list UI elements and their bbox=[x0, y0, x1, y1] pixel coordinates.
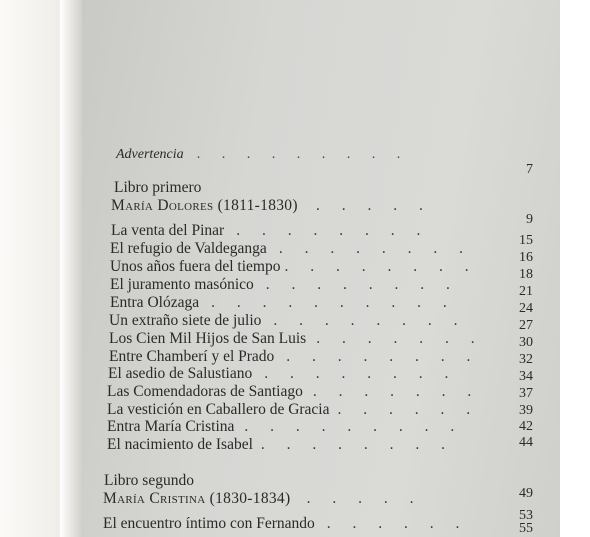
toc-entry-title: Los Cien Mil Hijos de San Luis bbox=[109, 330, 307, 347]
toc-page-number: 49 bbox=[519, 486, 533, 501]
toc-entry-title: Advertencia bbox=[116, 147, 184, 162]
toc-leader-dots: . . . . . bbox=[316, 197, 432, 214]
toc-entry-title: Entra Olózaga bbox=[110, 294, 200, 311]
toc-leader-dots: . . . . . . . . bbox=[286, 348, 480, 365]
toc-page-number: 30 bbox=[519, 335, 533, 350]
toc-entry-title: La venta del Pinar bbox=[111, 222, 225, 239]
toc-entry-title: El juramento masónico bbox=[110, 276, 254, 293]
book-label: Libro primero bbox=[114, 179, 202, 196]
toc-page-number: 16 bbox=[519, 250, 533, 265]
toc-leader-dots: . . . . . . . . . bbox=[197, 147, 410, 162]
toc-entry-title: El nacimiento de Isabel bbox=[107, 436, 253, 453]
toc-page-number: 34 bbox=[519, 369, 533, 384]
toc-page-number: 39 bbox=[519, 403, 533, 418]
toc-leader-dots: . . . . . . . . . bbox=[244, 418, 464, 435]
toc-leader-dots: . . . . . . . bbox=[312, 383, 481, 400]
toc-leader-dots: . . . . . . . . bbox=[265, 276, 459, 293]
right-margin bbox=[560, 0, 590, 537]
toc-page-number: 42 bbox=[519, 419, 533, 434]
toc-page-number: 21 bbox=[519, 284, 533, 299]
toc-page-number: 32 bbox=[519, 352, 533, 367]
book-label: Libro segundo bbox=[104, 472, 194, 489]
toc-leader-dots: . . . . . . bbox=[337, 401, 480, 418]
toc-entry-title: Un extraño siete de julio bbox=[109, 312, 262, 329]
toc-entry-title: El asedio de Salustiano bbox=[108, 365, 253, 382]
toc-leader-dots: . . . . . . . bbox=[316, 330, 484, 347]
toc-entry-title: Las Comendadoras de Santiago bbox=[107, 383, 303, 400]
toc-entry-title: El encuentro íntimo con Fernando bbox=[103, 515, 315, 532]
toc-entry-title: La vestición en Caballero de Gracia bbox=[107, 401, 330, 418]
toc-entry-title: Entra María Cristina bbox=[107, 418, 235, 435]
toc-entry-title: Unos años fuera del tiempo bbox=[110, 258, 281, 275]
toc-page-number: 15 bbox=[519, 233, 533, 248]
book-subtitle-text: María Dolores (1811-1830) bbox=[111, 197, 298, 214]
toc-page-number: 18 bbox=[519, 267, 533, 282]
toc-leader-dots: . . . . . . . . bbox=[273, 312, 467, 329]
toc-page-number: 37 bbox=[519, 386, 533, 401]
toc-leader-dots: . . . . . . bbox=[326, 515, 469, 532]
toc-page-number: 53 bbox=[519, 508, 533, 523]
toc-leader-dots: . . . . . . . . . . bbox=[211, 294, 456, 311]
toc-leader-dots: . . . . . . . . bbox=[236, 222, 430, 239]
toc-page-number: 27 bbox=[519, 318, 533, 333]
book-subtitle-text: María Cristina (1830-1834) bbox=[103, 490, 291, 507]
toc-page-number: 24 bbox=[519, 301, 533, 316]
toc-leader-dots: . . . . . . . . bbox=[278, 240, 472, 257]
toc-leader-dots: . . . . . . . . bbox=[284, 258, 478, 275]
toc-page-number: 9 bbox=[526, 212, 533, 227]
toc-leader-dots: . . . . . bbox=[306, 490, 423, 507]
toc-leader-dots: . . . . . . . . bbox=[264, 365, 458, 382]
toc-leader-dots: . . . . . . . . bbox=[260, 436, 455, 453]
toc-page-number: 55 bbox=[519, 521, 533, 536]
toc-entry-title: El refugio de Valdeganga bbox=[110, 240, 267, 257]
toc-entry-title: Entre Chamberí y el Prado bbox=[109, 348, 275, 365]
toc-page-number: 7 bbox=[526, 162, 533, 177]
toc-page-number: 44 bbox=[519, 435, 533, 450]
